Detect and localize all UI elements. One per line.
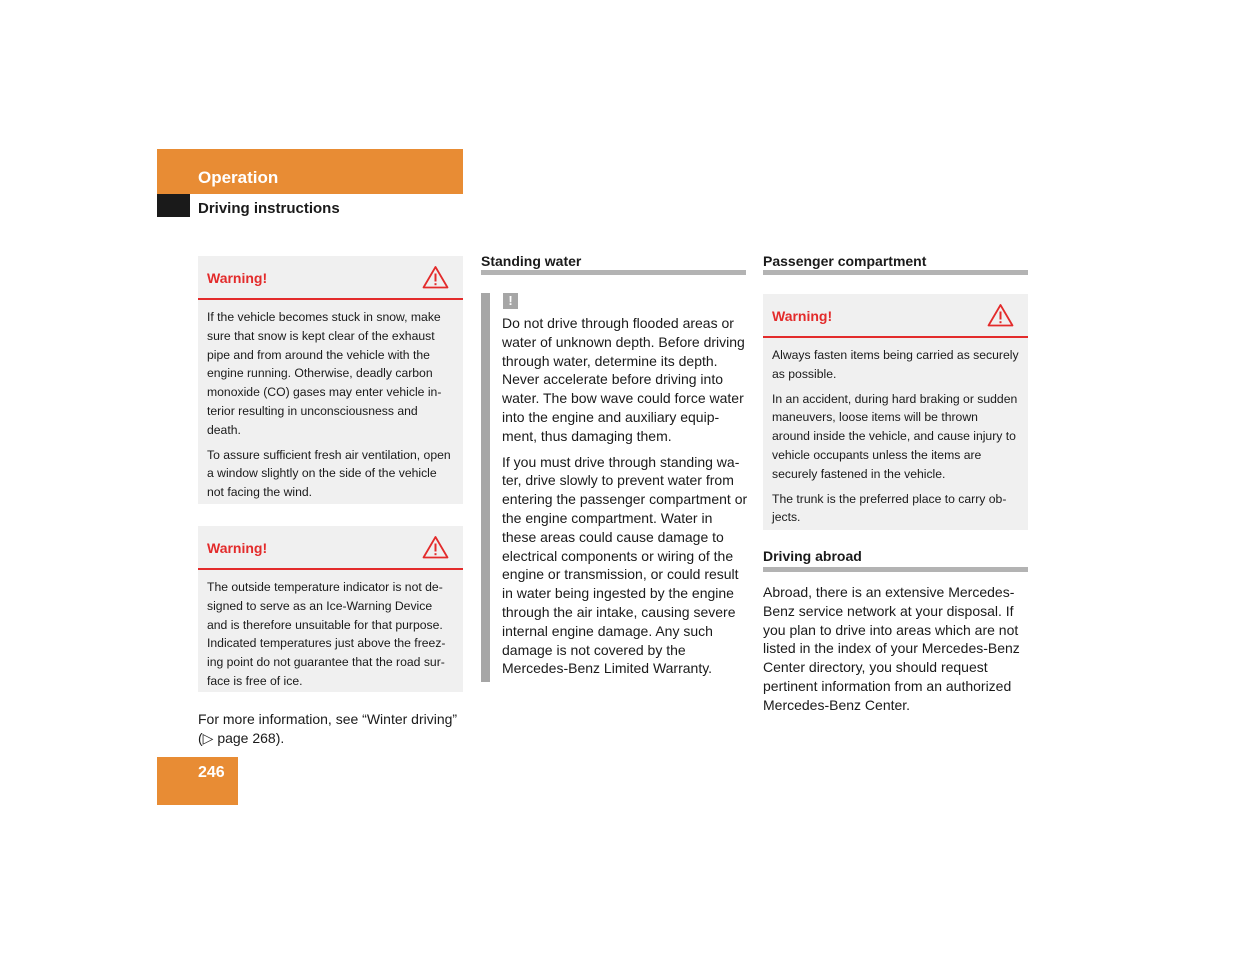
warning-triangle-icon	[987, 303, 1014, 327]
warning-triangle-icon	[422, 535, 449, 559]
warning-box-snow	[198, 256, 463, 504]
warning-body	[763, 338, 1028, 539]
heading-standing-water: Standing water	[481, 253, 582, 269]
header-marker	[157, 194, 190, 217]
standing-water-text	[502, 314, 748, 685]
warning-label: Warning!	[207, 270, 268, 286]
note-side-bar	[481, 293, 490, 682]
warning-paragraph: To assure sufficient fresh air ventilation, open a window slightly on the side of the vehicle not facing the wind.	[207, 447, 451, 500]
warning-paragraph: In an accident, during hard braking or sudden maneuvers, loose items will be thrown around inside the vehicle, and cause injury to vehicle occupants unless the items are securely fastened in the vehicle.	[772, 391, 1018, 481]
heading-passenger-compartment: Passenger compartment	[763, 253, 927, 269]
heading-rule	[763, 567, 1028, 572]
warning-paragraph: The outside temperature indicator is not designed to serve as an Ice-Warning Device and is therefore unsuitable for that purpose. Indicated temperatures just above the freezing point do not guarantee that the road surface is free of ice.	[207, 580, 446, 688]
heading-rule	[481, 270, 746, 275]
more-info-text: For more information, see “Winter driving” (▷ page 268).	[198, 711, 458, 746]
more-info-reference	[198, 710, 466, 755]
warning-triangle-icon	[422, 265, 449, 289]
warning-label: Warning!	[207, 540, 268, 556]
warning-header	[763, 294, 1028, 338]
warning-box-temperature	[198, 526, 463, 692]
warning-label: Warning!	[772, 308, 833, 324]
warning-header	[198, 526, 463, 570]
warning-header	[198, 256, 463, 300]
warning-body	[198, 300, 463, 514]
heading-rule	[763, 270, 1028, 275]
body-paragraph: If you must drive through standing water, drive slowly to prevent water from entering the passenger compartment or the engine compartment. Water in these areas could cause damage to electrical components or wiring of the engine or transmission, or could result in water being ingested by the engine through the air intake, causing severe internal engine damage. Any such damage is not covered by the Mercedes-Benz Limited Warranty.	[502, 453, 748, 677]
body-paragraph: Do not drive through flooded areas or water of unknown depth. Before driving through water, determine its depth. Never accelerate before driving into water. The bow wave could force water into the engine and auxiliary equipment, thus damaging them.	[502, 315, 745, 444]
driving-abroad-text	[763, 583, 1031, 722]
warning-paragraph: If the vehicle becomes stuck in snow, make sure that snow is kept clear of the exhaust pipe and from around the vehicle with the engine running. Otherwise, deadly carbon monoxide (CO) gases may enter vehicle interior resulting in unconsciousness and death.	[207, 310, 442, 437]
section-title: Operation	[198, 168, 279, 187]
body-paragraph: Abroad, there is an extensive Mercedes-Benz service network at your disposal. If you plan to drive into areas which are not listed in the index of your Mercedes-Benz Center directory, you should request pertinent information from an authorized Mercedes-Benz Center.	[763, 584, 1020, 713]
warning-paragraph: The trunk is the preferred place to carry objects.	[772, 491, 1007, 525]
warning-paragraph: Always fasten items being carried as securely as possible.	[772, 348, 1019, 381]
warning-box-loose-items	[763, 294, 1028, 530]
exclamation-note-icon: !	[503, 293, 518, 309]
page-number: 246	[198, 764, 225, 781]
warning-body	[198, 570, 463, 703]
heading-driving-abroad: Driving abroad	[763, 548, 862, 564]
section-subtitle: Driving instructions	[198, 200, 340, 217]
